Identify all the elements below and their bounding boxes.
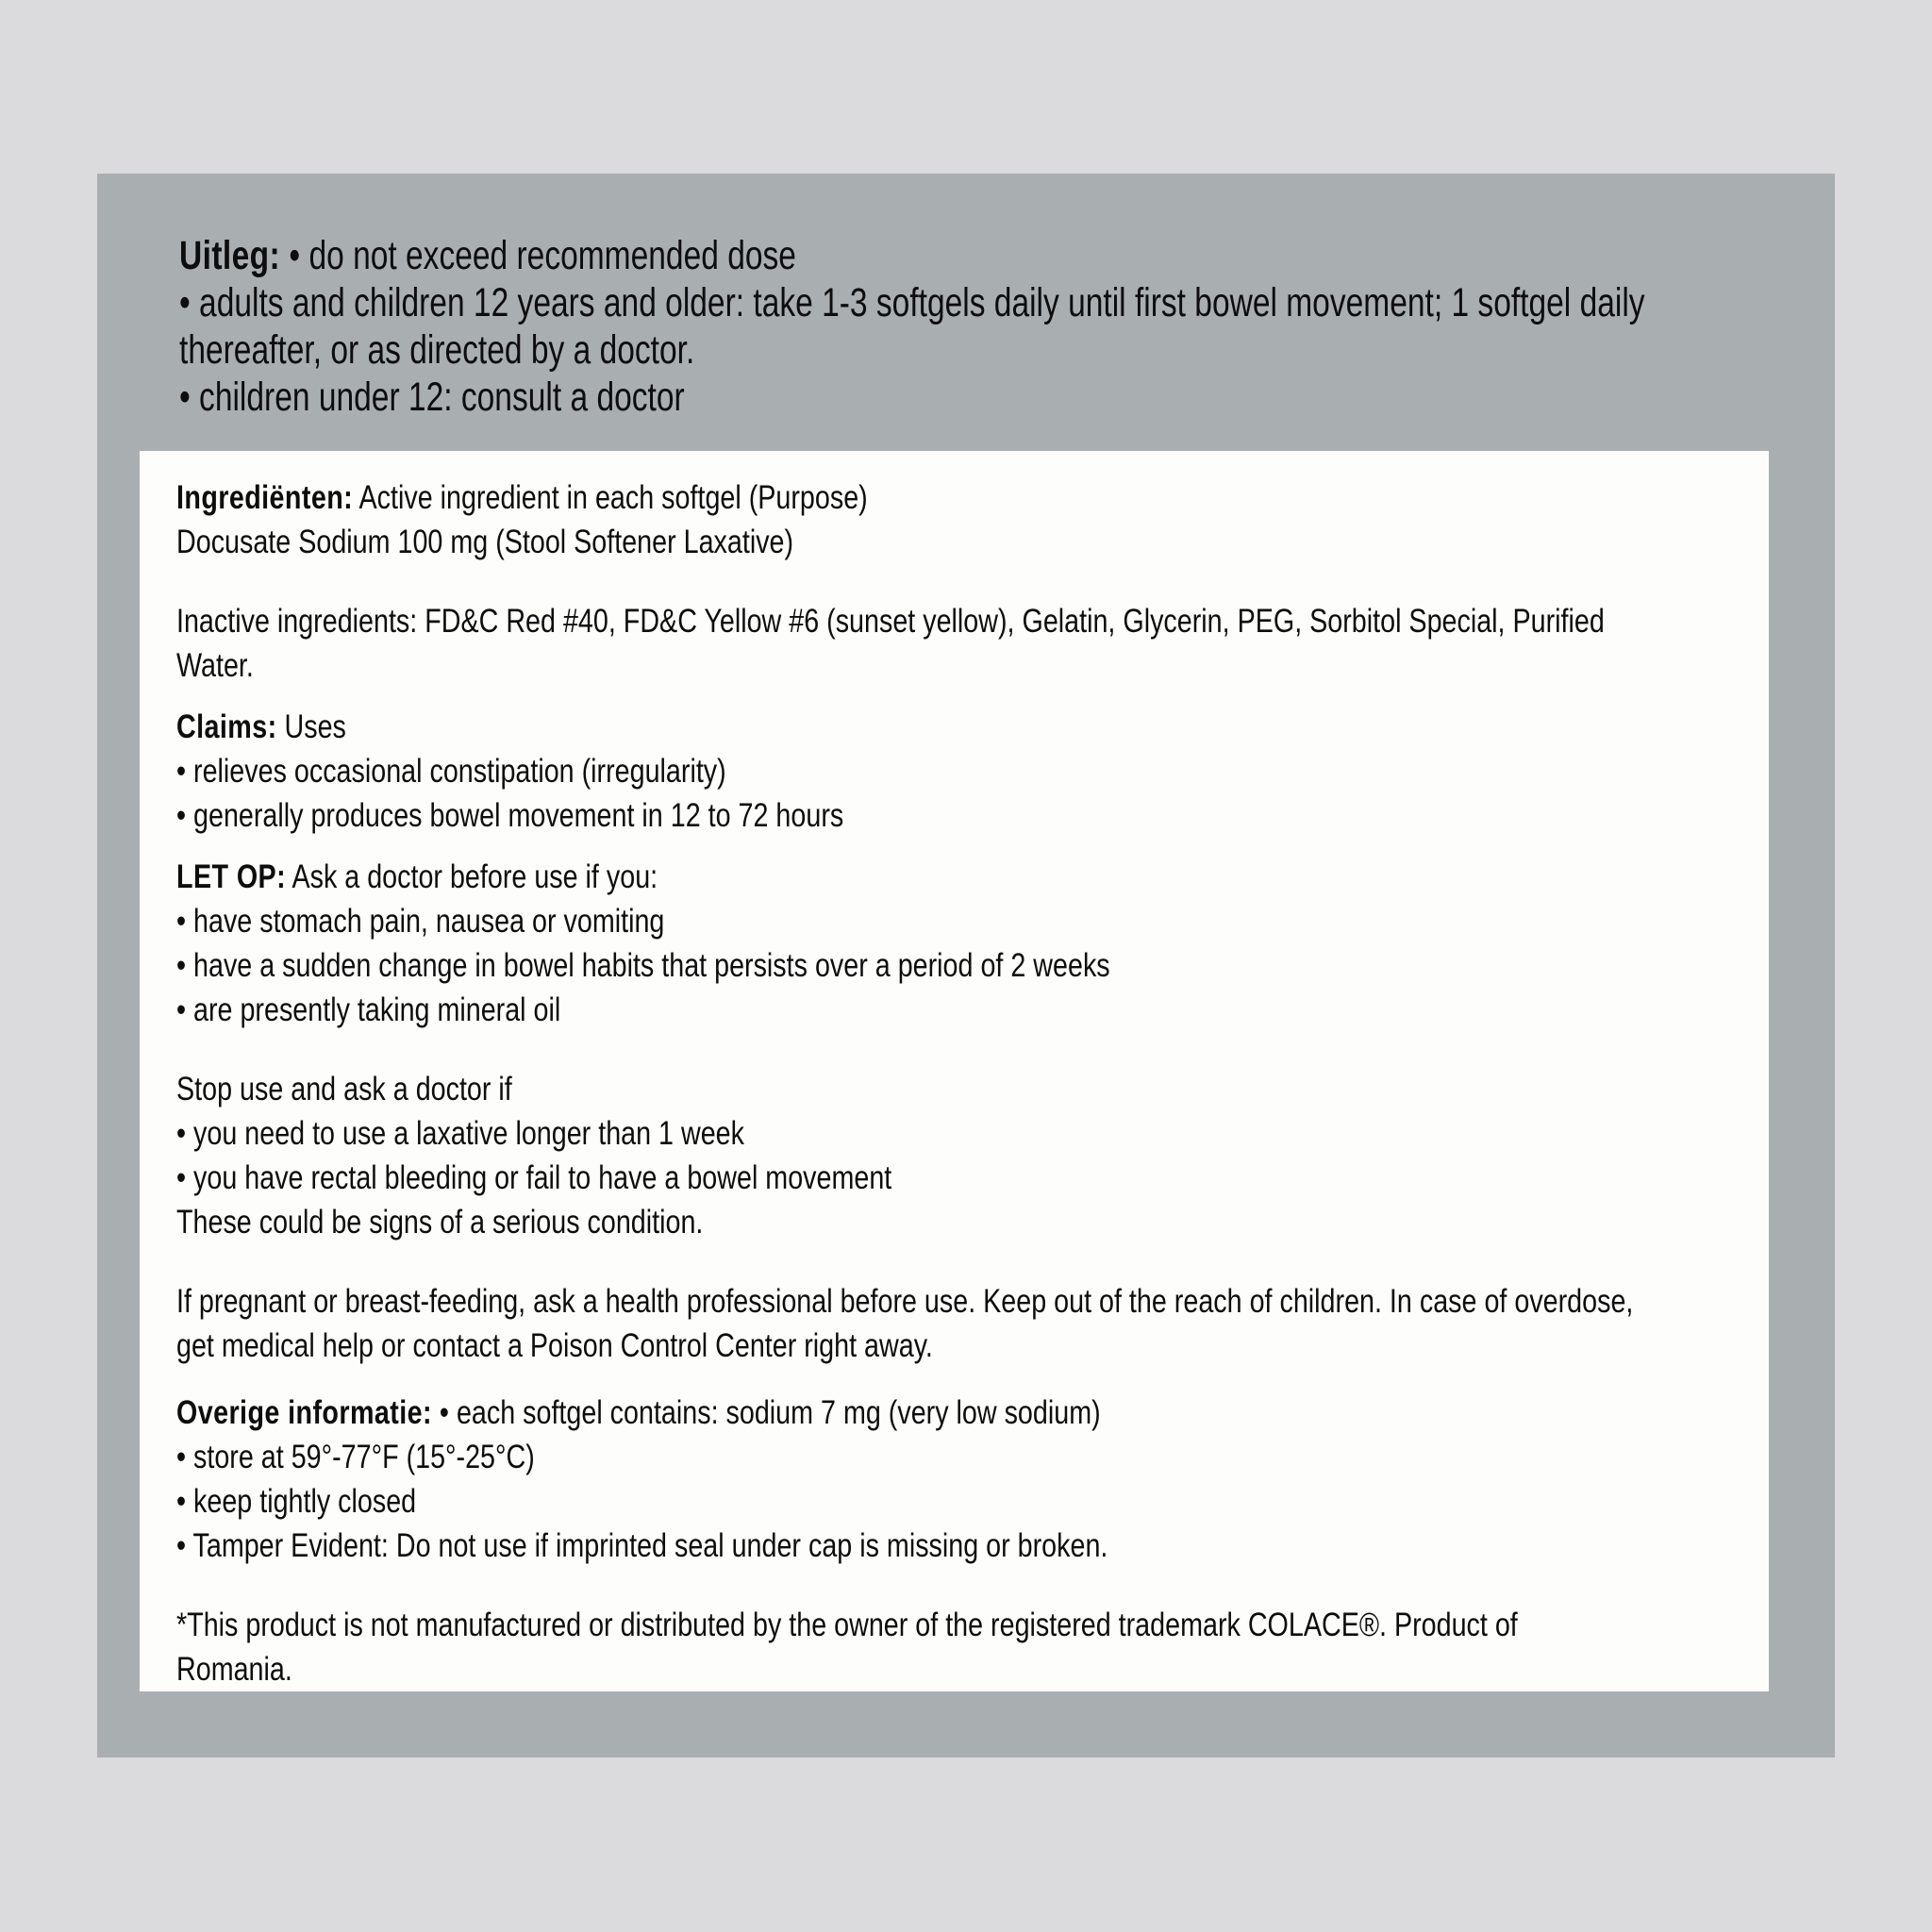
- line-text: • relieves occasional constipation (irregularity): [176, 753, 726, 790]
- line-text: Romania.: [176, 1651, 292, 1688]
- text-line: [176, 1200, 1633, 1244]
- text-line: [176, 705, 1633, 749]
- paragraph: [176, 475, 1633, 564]
- line-text: • generally produces bowel movement in 12 to 72 hours: [176, 797, 844, 834]
- paragraph: [176, 1279, 1633, 1368]
- line-text: • adults and children 12 years and older: take 1-3 softgels daily until first bowel movement; 1 softgel daily: [179, 280, 1645, 325]
- line-text: • have a sudden change in bowel habits that persists over a period of 2 weeks: [176, 947, 1110, 984]
- text-line: [176, 1391, 1633, 1435]
- line-text: • keep tightly closed: [176, 1483, 417, 1520]
- line-text: • Tamper Evident: Do not use if imprinted seal under cap is missing or broken.: [176, 1527, 1108, 1564]
- line-text: • are presently taking mineral oil: [176, 991, 561, 1028]
- text-line: [176, 855, 1633, 899]
- text-line: [179, 326, 1645, 374]
- section-heading: Ingrediënten:: [176, 479, 354, 516]
- paragraph: [176, 1067, 1633, 1244]
- line-text: Water.: [176, 647, 254, 684]
- text-line: [176, 1324, 1633, 1368]
- line-text: If pregnant or breast-feeding, ask a health professional before use. Keep out of the reach of children. In case of overdose,: [176, 1283, 1634, 1320]
- dosage-directions-block: [179, 232, 1645, 421]
- line-text: Inactive ingredients: FD&C Red #40, FD&C Yellow #6 (sunset yellow), Gelatin, Glycerin, PEG, Sorbitol Special, Purified: [176, 603, 1605, 640]
- line-text: *This product is not manufactured or distributed by the owner of the registered trademark COLACE®. Product of: [176, 1607, 1518, 1643]
- line-text: Docusate Sodium 100 mg (Stool Softener Laxative): [176, 524, 794, 560]
- text-line: [179, 232, 1645, 279]
- drug-facts-text-block: [176, 475, 1633, 1691]
- text-line: [176, 1603, 1633, 1647]
- line-text: • children under 12: consult a doctor: [179, 375, 685, 420]
- text-line: [176, 899, 1633, 943]
- text-line: [176, 988, 1633, 1032]
- text-line: [176, 475, 1633, 520]
- line-text: Ask a doctor before use if you:: [286, 858, 658, 895]
- text-line: [176, 1479, 1633, 1524]
- section-heading: Uitleg:: [179, 233, 281, 278]
- text-line: [179, 374, 1645, 421]
- text-line: [176, 520, 1633, 564]
- line-text: Active ingredient in each softgel (Purpose): [353, 479, 868, 516]
- line-text: • store at 59°-77°F (15°-25°C): [176, 1439, 535, 1475]
- text-line: [176, 1111, 1633, 1156]
- section-heading: Overige informatie:: [176, 1394, 432, 1431]
- line-text: get medical help or contact a Poison Control Center right away.: [176, 1327, 933, 1364]
- paragraph: [176, 599, 1633, 688]
- label-gray-panel: [97, 174, 1835, 1757]
- text-line: [176, 643, 1633, 688]
- paragraph: [176, 705, 1633, 838]
- text-line: [176, 599, 1633, 643]
- line-text: • you have rectal bleeding or fail to have a bowel movement: [176, 1159, 892, 1196]
- line-text: thereafter, or as directed by a doctor.: [179, 327, 695, 373]
- line-text: Stop use and ask a doctor if: [176, 1071, 512, 1108]
- section-heading: Claims:: [176, 708, 277, 745]
- text-line: [176, 793, 1633, 838]
- line-text: • each softgel contains: sodium 7 mg (very low sodium): [431, 1394, 1101, 1431]
- text-line: [176, 1156, 1633, 1200]
- text-line: [176, 1067, 1633, 1111]
- text-line: [176, 943, 1633, 988]
- line-text: • have stomach pain, nausea or vomiting: [176, 903, 665, 940]
- text-line: [176, 1279, 1633, 1324]
- line-text: Uses: [276, 708, 346, 745]
- paragraph: [176, 1391, 1633, 1568]
- paragraph: [176, 1603, 1633, 1691]
- line-text: These could be signs of a serious condition.: [176, 1204, 704, 1241]
- drug-facts-card: [140, 451, 1769, 1691]
- text-line: [176, 1647, 1633, 1691]
- line-text: • you need to use a laxative longer than 1 week: [176, 1115, 744, 1152]
- text-line: [176, 1524, 1633, 1568]
- text-line: [176, 1435, 1633, 1479]
- paragraph: [176, 855, 1633, 1032]
- text-line: [176, 749, 1633, 793]
- line-text: • do not exceed recommended dose: [280, 233, 796, 278]
- text-line: [179, 279, 1645, 326]
- section-heading: LET OP:: [176, 858, 287, 895]
